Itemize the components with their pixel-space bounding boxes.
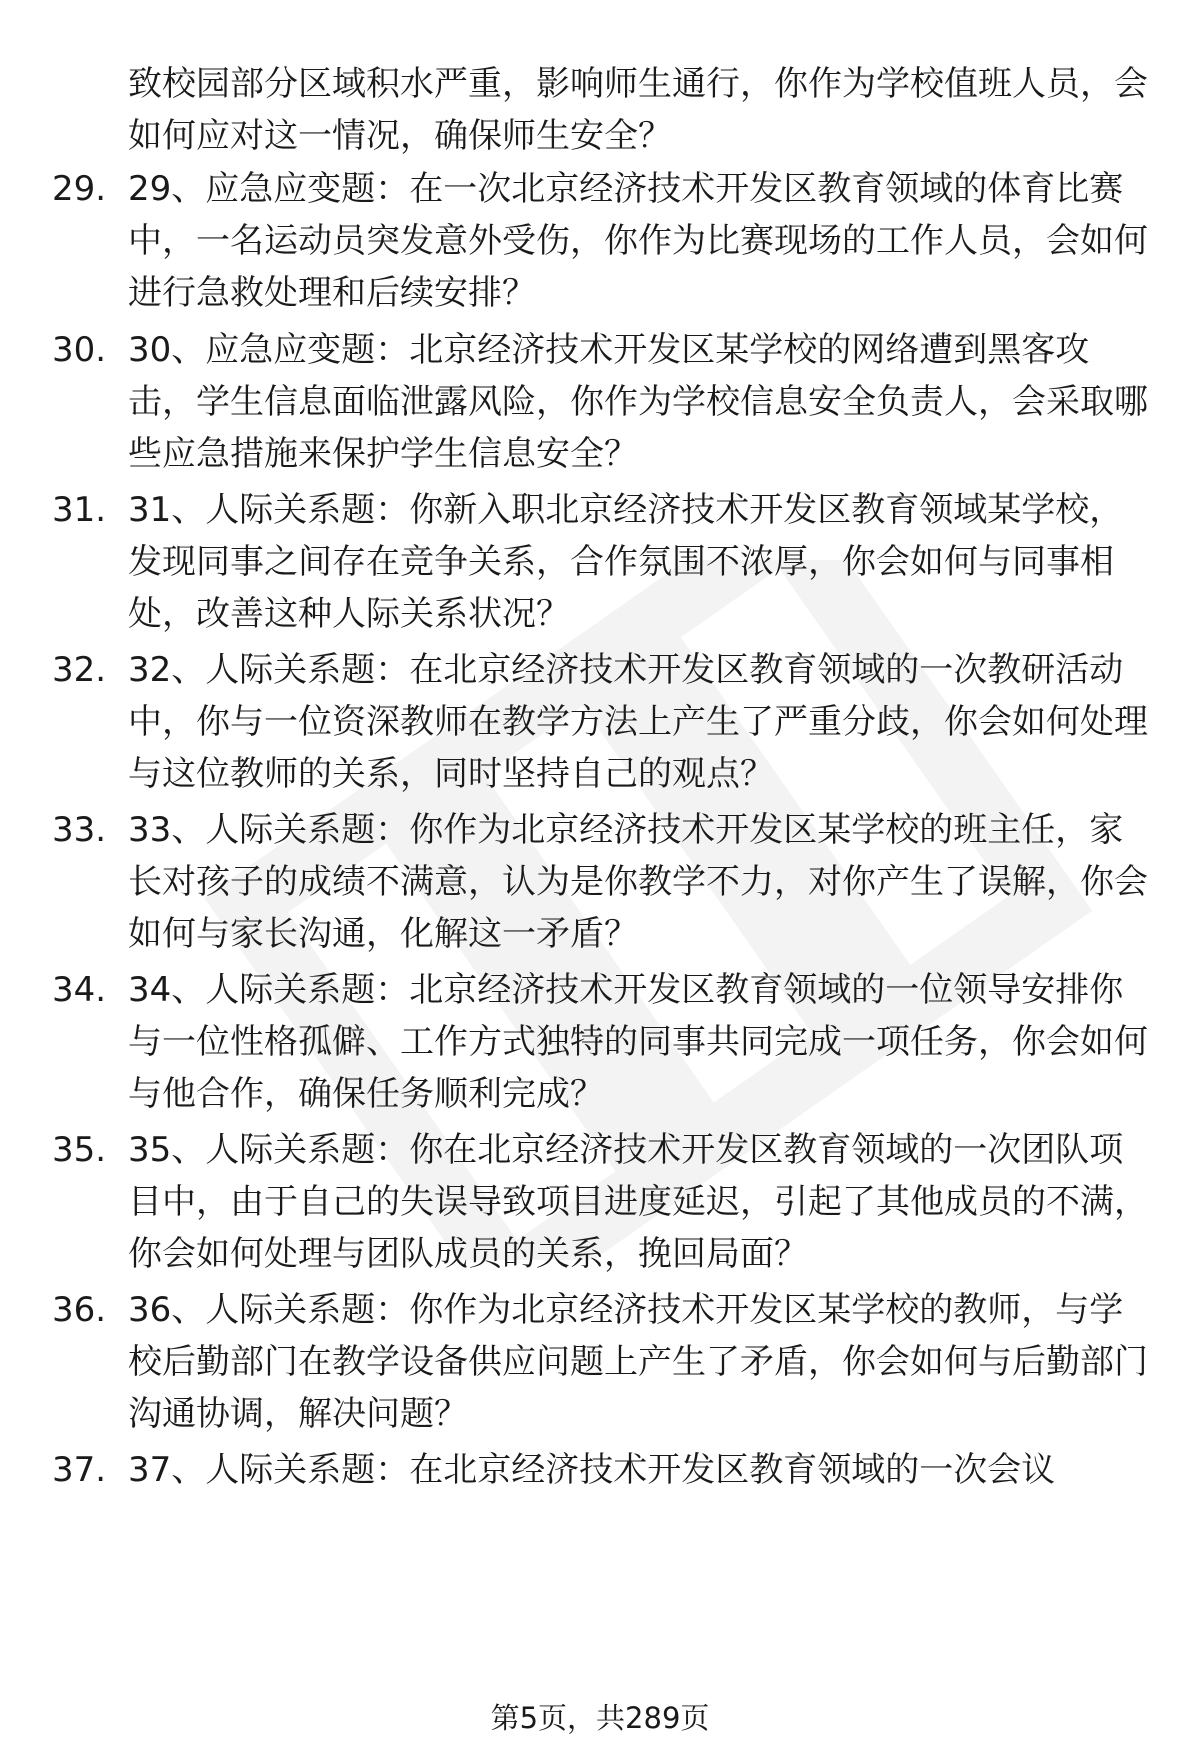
question-number: 32. (52, 650, 107, 690)
question-text: 31、人际关系题：你新入职北京经济技术开发区教育领域某学校，发现同事之间存在竞争关系，合作氛围不浓厚，你会如何与同事相处，改善这种人际关系状况？ (128, 490, 1124, 634)
continuation-paragraph: 致校园部分区域积水严重，影响师生通行，你作为学校值班人员，会如何应对这一情况，确保师生安全？ (128, 64, 1148, 156)
question-number: 31. (52, 490, 107, 530)
question-number: 35. (52, 1130, 107, 1170)
question-number: 33. (52, 810, 107, 850)
question-number: 36. (52, 1290, 107, 1330)
question-text: 30、应急应变题：北京经济技术开发区某学校的网络遭到黑客攻击，学生信息面临泄露风险，你作为学校信息安全负责人，会采取哪些应急措施来保护学生信息安全？ (128, 330, 1148, 474)
question-item (52, 1284, 1152, 1440)
question-item (52, 1444, 1152, 1496)
question-item (52, 964, 1152, 1120)
question-number: 29. (52, 169, 107, 209)
question-item (52, 163, 1152, 319)
question-number: 34. (52, 970, 107, 1010)
question-item (52, 644, 1152, 800)
question-text: 34、人际关系题：北京经济技术开发区教育领域的一位领导安排你与一位性格孤僻、工作方式独特的同事共同完成一项任务，你会如何与他合作，确保任务顺利完成？ (128, 970, 1148, 1114)
question-text: 35、人际关系题：你在北京经济技术开发区教育领域的一次团队项目中，由于自己的失误导致项目进度延迟，引起了其他成员的不满，你会如何处理与团队成员的关系，挽回局面？ (128, 1130, 1148, 1274)
question-text: 33、人际关系题：你作为北京经济技术开发区某学校的班主任，家长对孩子的成绩不满意，认为是你教学不力，对你产生了误解，你会如何与家长沟通，化解这一矛盾？ (128, 810, 1148, 954)
question-item (52, 324, 1152, 480)
question-text: 32、人际关系题：在北京经济技术开发区教育领域的一次教研活动中，你与一位资深教师在教学方法上产生了严重分歧，你会如何处理与这位教师的关系，同时坚持自己的观点？ (128, 650, 1148, 794)
question-text: 36、人际关系题：你作为北京经济技术开发区某学校的教师，与学校后勤部门在教学设备供应问题上产生了矛盾，你会如何与后勤部门沟通协调，解决问题？ (128, 1290, 1148, 1434)
question-text: 29、应急应变题：在一次北京经济技术开发区教育领域的体育比赛中，一名运动员突发意外受伤，你作为比赛现场的工作人员，会如何进行急救处理和后续安排？ (128, 169, 1148, 313)
question-item (52, 1124, 1152, 1280)
question-number: 37. (52, 1450, 107, 1490)
question-item (52, 804, 1152, 960)
page-footer: 第5页，共289页 (490, 1701, 710, 1735)
question-item (52, 484, 1152, 640)
question-number: 30. (52, 330, 107, 370)
question-text: 37、人际关系题：在北京经济技术开发区教育领域的一次会议 (128, 1450, 1056, 1490)
